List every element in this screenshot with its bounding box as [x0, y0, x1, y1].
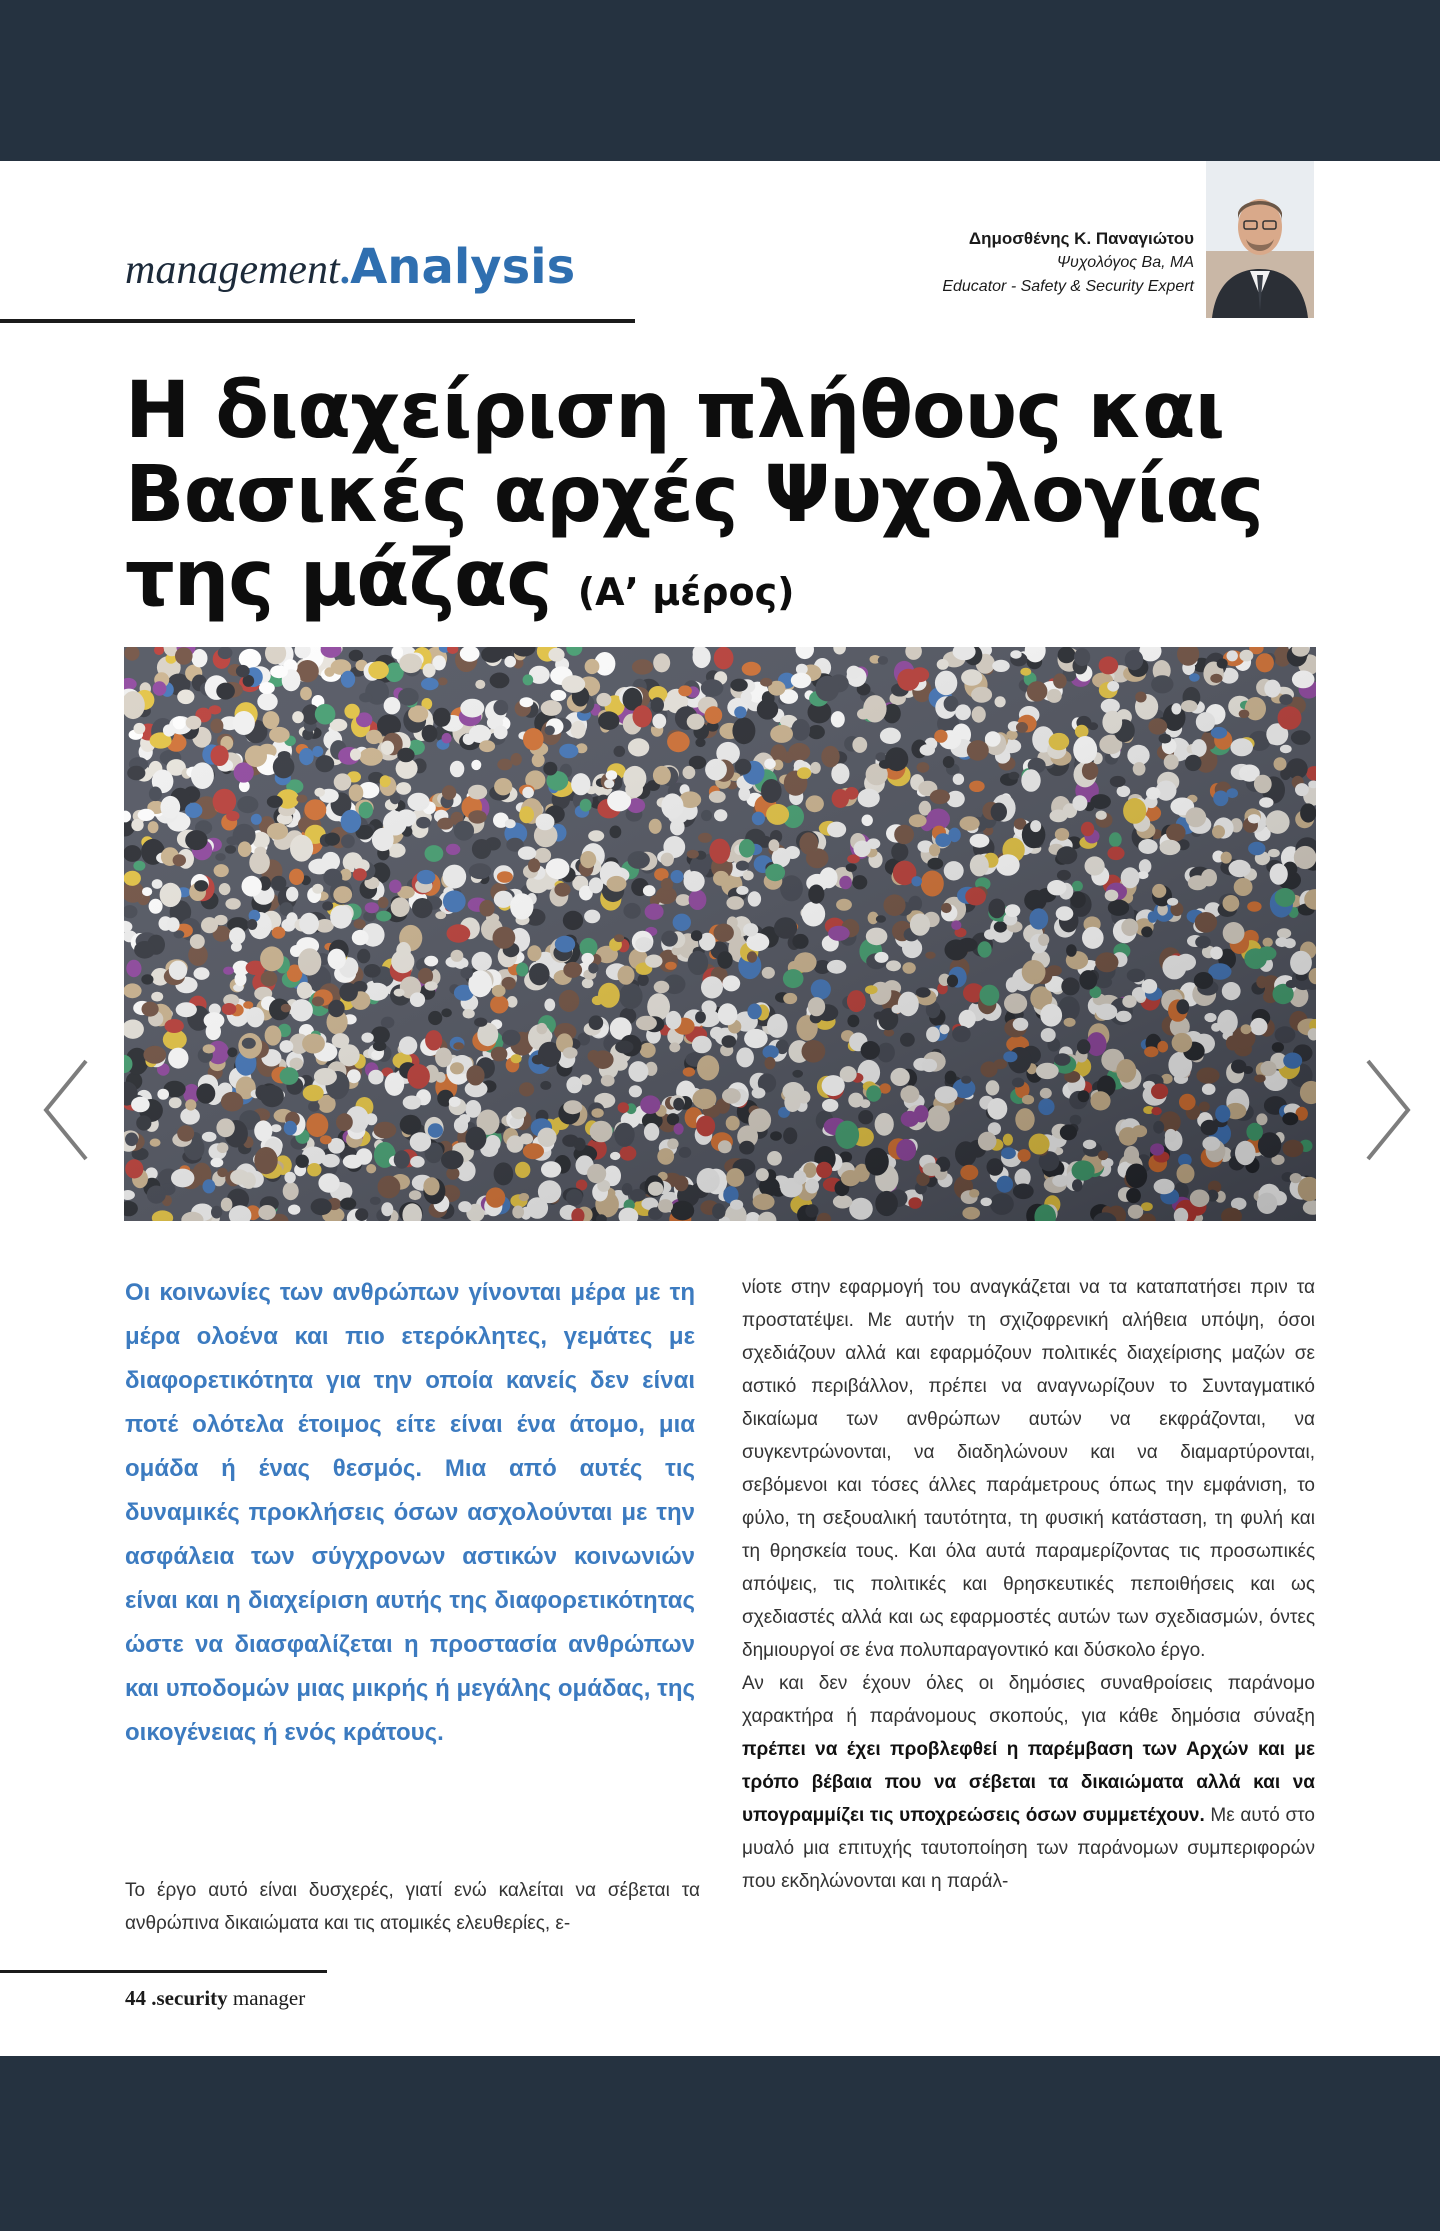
magazine-page: [0, 161, 1440, 2056]
body-paragraph-2-start: Αν και δεν έχουν όλες οι δημόσιες συναθροίσεις παράνομο χαρακτήρα ή παράνομους σκοπούς, για κάθε δημόσια σύναξη: [742, 1673, 1315, 1727]
author-block: [774, 227, 1194, 299]
author-name: Δημοσθένης Κ. Παναγιώτου: [968, 229, 1194, 248]
crowd-photo: [124, 647, 1316, 1221]
section-dot: .: [339, 247, 351, 293]
title-line-1: Η διαχείριση πλήθους και: [125, 366, 1225, 456]
section-word: management: [125, 247, 340, 293]
page-number: 44: [125, 1986, 146, 2010]
author-title: Ψυχολόγος Βa, MA: [1056, 254, 1194, 271]
article-body-left: Το έργο αυτό είναι δυσχερές, γιατί ενώ καλείται να σέβεται τα ανθρώπινα δικαιώματα και τις ατομικές ελευθερίες, ε-: [125, 1880, 700, 1934]
footer-dot: .: [151, 1986, 157, 2010]
footer-rule: [0, 1970, 327, 1973]
body-paragraph-1: νίοτε στην εφαρμογή του αναγκάζεται να τα καταπατήσει πριν τα προστατέψει. Με αυτήν τη σχιζοφρενική αλήθεια υπόψη, όσοι σχεδιάζουν αλλά και εφαρμόζουν πολιτικές διαχείρισης μαζών σε αστικό περιβάλλον, πρέπει να αναγνωρίζουν το Συνταγματικό δικαίωμα των ανθρώπων αυτών να εκφράζονται, να συγκεντρώνονται, να διαδηλώνουν και να διαμαρτύρονται, σεβόμενοι και τόσες άλλες παράμετρους όπως την εμφάνιση, το φύλο, τη σεξουαλική ταυτότητα, τη φυσική κατάσταση, τη φυλή και τη θρησκεία τους. Και όλα αυτά παραμερίζοντας τις προσωπικές απόψεις, τις πολιτικές και θρησκευτικές πεποιθήσεις και ως σχεδιαστές αλλά και ως εφαρμοστές αυτών των σχεδιασμών, όντες δημιουργοί σε ένα πολυπαραγοντικό και δύσκολο έργο.: [742, 1277, 1315, 1661]
next-page-button[interactable]: [1356, 1055, 1416, 1165]
header-rule: [0, 319, 635, 323]
title-subtitle: (Α’ μέρος): [577, 570, 795, 614]
viewer-top-bar: [0, 0, 1440, 161]
article-title: [125, 366, 1305, 634]
title-line-2: Βασικές αρχές Ψυχολογίας: [125, 450, 1264, 540]
crowd-photo-illustration: [124, 647, 1316, 1221]
body-paragraph-2-emphasis: πρέπει να έχει προβλεφθεί η παρέμβαση των Αρχών και με τρόπο βέβαια που να σέβεται τα δικαιώματα αλλά και να υπογραμμίζει τις υποχρεώσεις όσων συμμετέχουν.: [742, 1739, 1315, 1826]
section-accent: Analysis: [350, 239, 576, 295]
chevron-right-icon: [1356, 1055, 1416, 1165]
page-footer: [125, 1986, 305, 2011]
chevron-left-icon: [38, 1055, 98, 1165]
title-line-3: της μάζας: [125, 534, 552, 624]
previous-page-button[interactable]: [38, 1055, 98, 1165]
footer-brand-rest: manager: [227, 1986, 306, 2010]
author-photo: [1206, 161, 1314, 318]
footer-brand-bold: security: [156, 1986, 228, 2010]
section-label: [125, 239, 645, 309]
body-paragraph-2-end: Με αυτό στο μυαλό μια επιτυχής ταυτοποίηση των παράνομων συμπεριφορών που εκδηλώνονται και η παράλ-: [742, 1805, 1315, 1892]
author-role: Educator - Safety & Security Expert: [942, 278, 1194, 295]
article-body-right: [742, 1271, 1315, 1898]
viewer-bottom-bar: [0, 2056, 1440, 2231]
body-paragraph-2: [742, 1667, 1315, 1898]
article-lede: Οι κοινωνίες των ανθρώπων γίνονται μέρα με τη μέρα ολοένα και πιο ετερόκλητες, γεμάτες με διαφορετικότητα για την οποία κανείς δεν είναι ποτέ ολότελα έτοιμος είτε είναι ένα άτομο, μια ομάδα ή ένας θεσμός. Μια από αυτές τις δυναμικές προκλήσεις όσων ασχολούνται με την ασφάλεια των σύγχρονων αστικών κοινωνιών είναι και η διαχείριση αυτής της διαφορετικότητας ώστε να διασφαλίζεται η προστασία ανθρώπων και υποδομών μιας μικρής ή μεγάλης ομάδας, της οικογένειας ή ενός κράτους.: [125, 1279, 695, 1746]
